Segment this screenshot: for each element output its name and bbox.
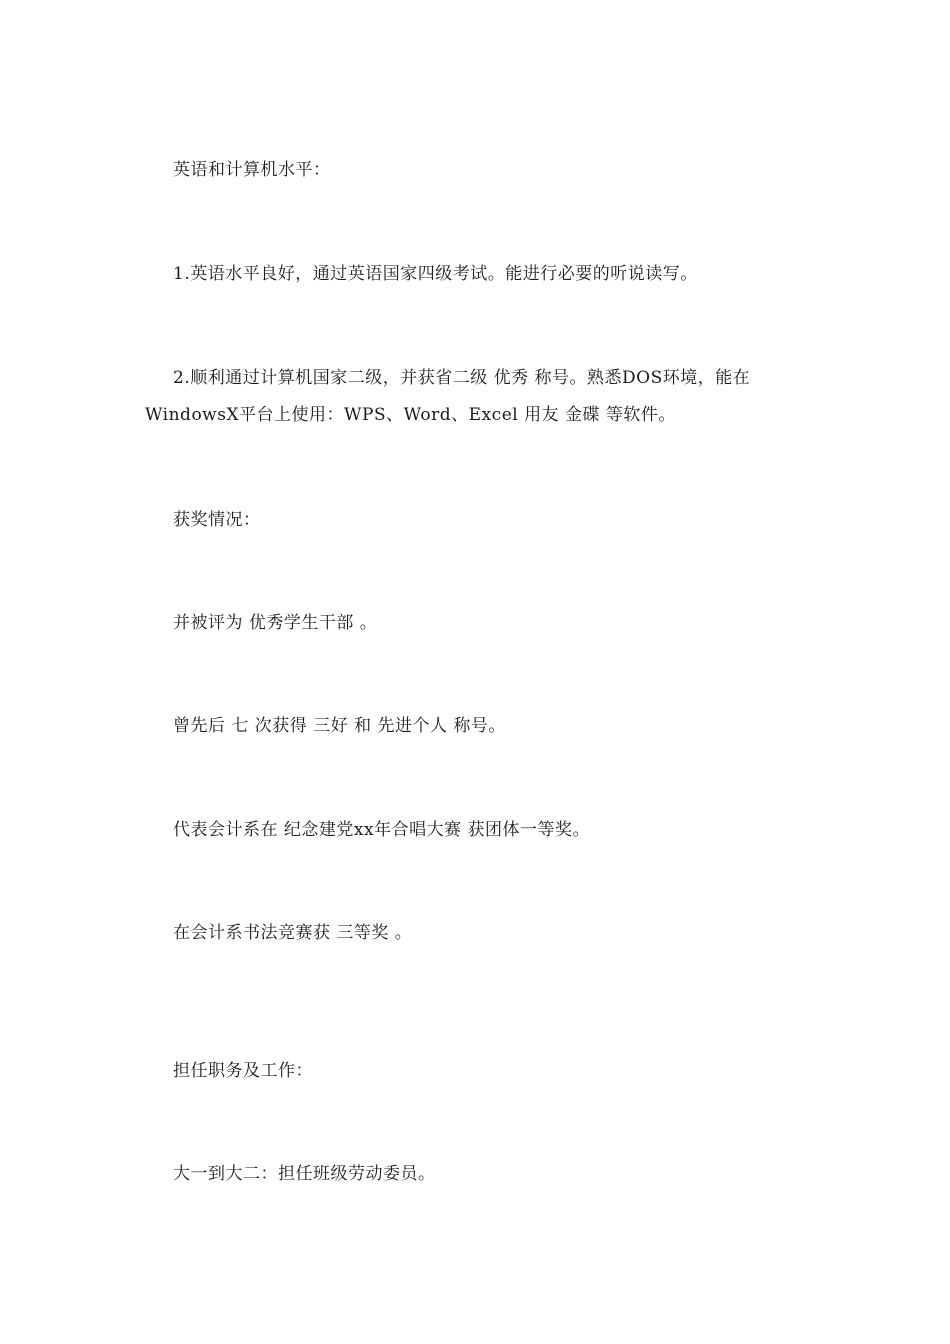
paragraph-computer-line1: 2.顺利通过计算机国家二级，并获省二级 优秀 称号。熟悉DOS环境，能在 — [173, 368, 751, 388]
paragraph-computer-line2: WindowsX平台上使用：WPS、Word、Excel 用友 金碟 等软件。 — [145, 405, 676, 425]
section-heading-awards: 获奖情况： — [173, 510, 261, 530]
award-item: 在会计系书法竞赛获 三等奖 。 — [173, 923, 413, 943]
award-item: 代表会计系在 纪念建党xx年合唱大赛 获团体一等奖。 — [173, 820, 590, 840]
position-item: 大一到大二：担任班级劳动委员。 — [173, 1164, 436, 1184]
section-heading-skills: 英语和计算机水平： — [173, 160, 331, 180]
award-item: 曾先后 七 次获得 三好 和 先进个人 称号。 — [173, 716, 506, 736]
award-item: 并被评为 优秀学生干部 。 — [173, 613, 378, 633]
paragraph-english: 1.英语水平良好，通过英语国家四级考试。能进行必要的听说读写。 — [173, 264, 698, 284]
section-heading-positions: 担任职务及工作： — [173, 1061, 313, 1081]
